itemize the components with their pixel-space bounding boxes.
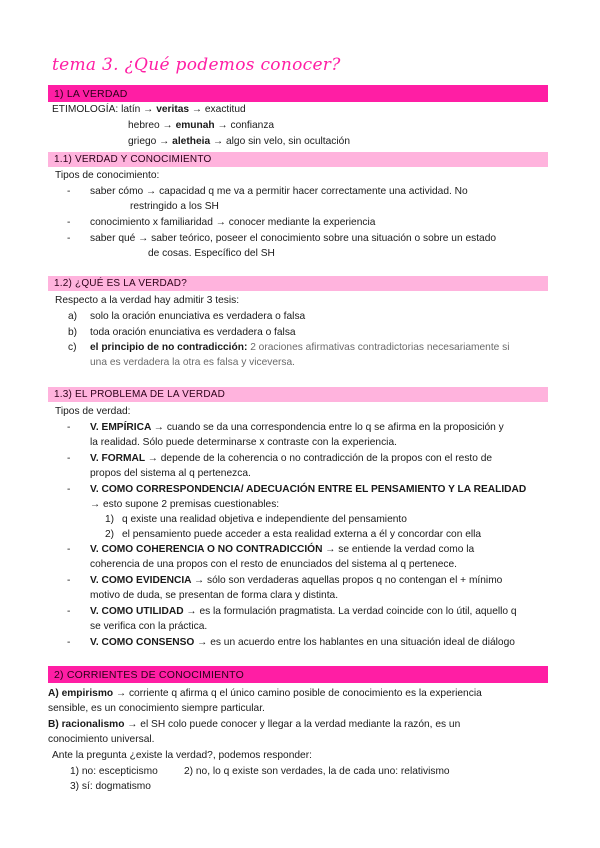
etimologia-line-3: griego → aletheia → algo sin velo, sin ocultación — [128, 136, 350, 147]
bullet-dash: - — [67, 484, 71, 495]
list-item: saber qué → saber teórico, poseer el conocimiento sobre una situación o sobre un estado — [90, 233, 497, 244]
list-item: V. COMO COHERENCIA O NO CONTRADICCIÓN → se entiende la verdad como la — [90, 544, 475, 555]
respuesta-1: 1) no: escepticismo — [70, 766, 158, 777]
list-marker: 2) — [105, 529, 115, 540]
corriente-racionalismo-cont: conocimiento universal. — [48, 734, 155, 745]
list-item: V. COMO EVIDENCIA → sólo son verdaderas aquellas propos q no contengan el + mínimo — [90, 575, 503, 586]
bullet-dash: - — [67, 422, 71, 433]
list-item: V. FORMAL → depende de la coherencia o no contradicción de la propos con el resto de — [90, 453, 493, 464]
list-item-cont: una es verdadera la otra es falsa y viceversa. — [90, 357, 295, 368]
section-header-problema-verdad — [48, 387, 548, 402]
list-item-cont: propos del sistema al q pertenezca. — [90, 468, 251, 479]
list-item: V. EMPÍRICA → cuando se da una correspondencia entre lo q se afirma en la proposición y — [90, 422, 504, 433]
list-item: saber cómo → capacidad q me va a permitir hacer correctamente una actividad. No — [90, 186, 468, 197]
section-header-text: 1) LA VERDAD — [54, 88, 128, 100]
list-item-cont: de cosas. Específico del SH — [148, 248, 275, 259]
tipos-verdad-intro: Tipos de verdad: — [55, 406, 131, 417]
bullet-dash: - — [67, 544, 71, 555]
list-item-cont: restringido a los SH — [130, 201, 219, 212]
list-item-cont: coherencia de una propos con el resto de enunciados del sistema al q pertenece. — [90, 559, 457, 570]
etimologia-line-1: ETIMOLOGÍA: latín → veritas → exactitud — [52, 104, 246, 115]
section-header-corrientes — [48, 666, 548, 683]
section-header-que-es-la-verdad — [48, 276, 548, 291]
list-item: q existe una realidad objetiva e independiente del pensamiento — [122, 514, 407, 525]
list-item-cont: se verifica con la práctica. — [90, 621, 208, 632]
list-item-cont: → esto supone 2 premisas cuestionables: — [90, 499, 280, 510]
list-marker: b) — [68, 327, 78, 338]
section-header-text: 1.2) ¿QUÉ ES LA VERDAD? — [54, 278, 187, 289]
list-item: V. COMO CONSENSO → es un acuerdo entre los hablantes en una situación ideal de diálogo — [90, 637, 515, 648]
section-header-text: 2) CORRIENTES DE CONOCIMIENTO — [54, 669, 244, 681]
section-header-text: 1.3) EL PROBLEMA DE LA VERDAD — [54, 389, 226, 400]
bullet-dash: - — [67, 453, 71, 464]
bullet-dash: - — [67, 217, 71, 228]
section-header-la-verdad — [48, 85, 548, 102]
bullet-dash: - — [67, 186, 71, 197]
section-header-verdad-conocimiento — [48, 152, 548, 167]
list-item: conocimiento x familiaridad → conocer mediante la experiencia — [90, 217, 376, 228]
tipos-conocimiento-intro: Tipos de conocimiento: — [55, 170, 160, 181]
corriente-empirismo-cont: sensible, es un conocimiento siempre particular. — [48, 703, 265, 714]
respuesta-2: 2) no, lo q existe son verdades, la de cada uno: relativismo — [184, 766, 450, 777]
list-item: V. COMO UTILIDAD → es la formulación pragmatista. La verdad coincide con lo útil, aquello q — [90, 606, 517, 617]
list-marker: c) — [68, 342, 77, 353]
list-item: V. COMO CORRESPONDENCIA/ ADECUACIÓN ENTRE EL PENSAMIENTO Y LA REALIDAD — [90, 484, 527, 495]
list-item-cont: la realidad. Sólo puede determinarse x contraste con la experiencia. — [90, 437, 397, 448]
bullet-dash: - — [67, 233, 71, 244]
etimologia-line-2: hebreo → emunah → confianza — [128, 120, 275, 131]
tesis-intro: Respecto a la verdad hay admitir 3 tesis: — [55, 295, 240, 306]
section-header-text: 1.1) VERDAD Y CONOCIMIENTO — [54, 154, 212, 165]
list-item: el pensamiento puede acceder a esta realidad externa a él y concordar con ella — [122, 529, 482, 540]
corriente-empirismo: A) empirismo → corriente q afirma q el único camino posible de conocimiento es la experiencia — [48, 688, 482, 699]
list-item: solo la oración enunciativa es verdadera o falsa — [90, 311, 306, 322]
page-title: tema 3. ¿Qué podemos conocer? — [52, 55, 341, 75]
bullet-dash: - — [67, 575, 71, 586]
list-item: el principio de no contradicción: 2 oraciones afirmativas contradictorias necesariamente si — [90, 342, 510, 353]
list-item: toda oración enunciativa es verdadera o falsa — [90, 327, 296, 338]
respuesta-3: 3) sí: dogmatismo — [70, 781, 151, 792]
list-marker: a) — [68, 311, 78, 322]
list-marker: 1) — [105, 514, 115, 525]
corriente-racionalismo: B) racionalismo → el SH colo puede conocer y llegar a la verdad mediante la razón, es un — [48, 719, 461, 730]
pregunta: Ante la pregunta ¿existe la verdad?, podemos responder: — [52, 750, 312, 761]
bullet-dash: - — [67, 606, 71, 617]
list-item-cont: motivo de duda, se presentan de forma clara y distinta. — [90, 590, 339, 601]
bullet-dash: - — [67, 637, 71, 648]
